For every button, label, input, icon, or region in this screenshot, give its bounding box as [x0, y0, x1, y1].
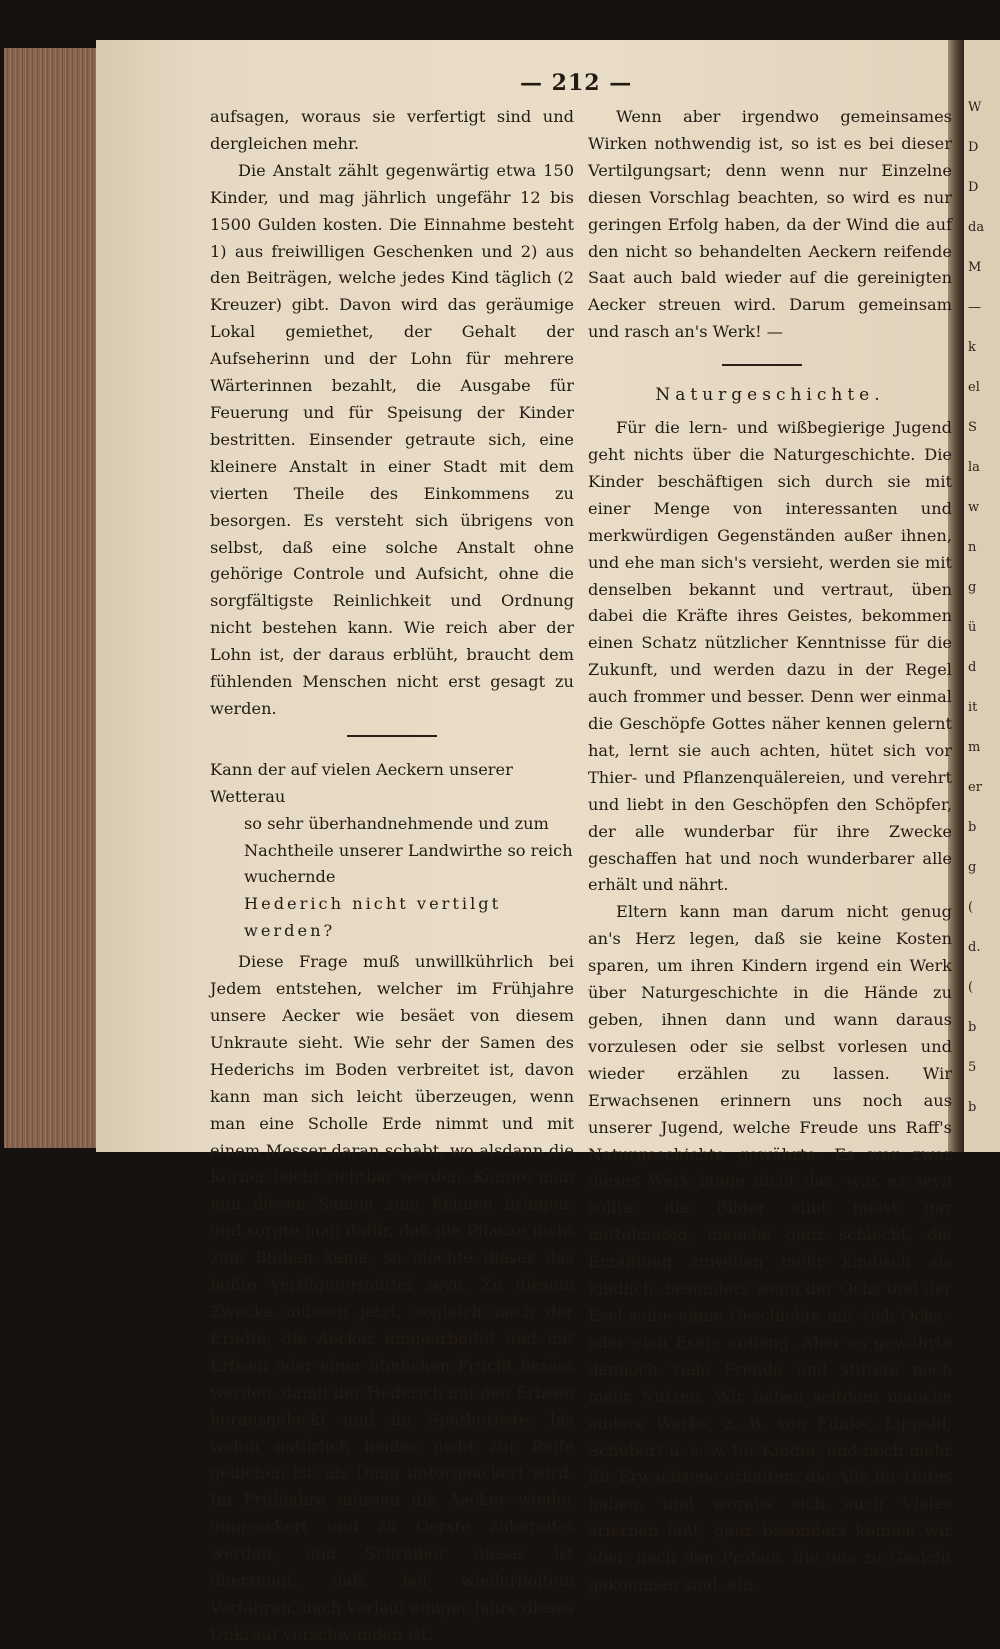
next-page-fragment: b	[968, 820, 977, 835]
next-page-fragment: la	[968, 460, 980, 475]
next-page-fragment: g	[968, 580, 977, 595]
next-page-fragment: ü	[968, 620, 977, 635]
next-page-fragment: w	[968, 500, 980, 515]
right-column	[588, 104, 952, 1599]
next-page-fragment: b	[968, 1020, 977, 1035]
paragraph-continuation: aufsagen, woraus sie verfertigt sind und dergleichen mehr.	[210, 107, 574, 153]
next-page-fragment: D	[968, 180, 979, 195]
next-page-fragment: k	[968, 340, 976, 355]
next-page-fragment: D	[968, 140, 979, 155]
next-page-fragment: m	[968, 740, 981, 755]
next-page-fragment: el	[968, 380, 980, 395]
paragraph-eltern: Eltern kann man darum nicht genug an's Herz legen, daß sie keine Kosten sparen, um ihren Kindern irgend ein Werk über Naturgeschichte in die Hände zu geben, ihnen dann und wann daraus vorzulesen oder sie selbst vorlesen und wieder erzählen zu lassen. Wir Erwachsenen erinnern uns noch aus unserer Jugend, welche Freude uns Raff's Naturgeschichte gewährte. Es war zwar dieses Werk lange nicht das, was es seyn sollte; die Bilder sind meist gar mittelmäßig, manche ganz schlecht, die Erzählung zuweilen mehr kindisch als kindlich, besonders wenn der Ochs und der Esel seine eigne Geschichte mit »ich Ochs« oder »ich Esel« anfieng. Aber es gewährte dennoch viele Freude und stiftete noch mehr Nutzen. Wir haben seitdem manche andere Werke, z. B. von Funke, Lippold, Schubert u. s. w. für Kinder, und noch mehr für Erwachsene erhalten, die Alle ihr Gutes haben, und woraus sich auch Vieles erlernen läßt; ganz besonders können wir aber, nach den Proben, die uns zu Gesicht gekommen sind, ein	[588, 902, 952, 1595]
next-page-fragment: g	[968, 860, 977, 875]
page-number: — 212 —	[520, 70, 633, 96]
page-edges	[4, 48, 98, 1148]
heading-line-1: Kann der auf vielen Aeckern unserer Wetterau	[210, 759, 513, 806]
next-page-fragment: (	[968, 980, 974, 995]
next-page-fragment: er	[968, 780, 982, 795]
left-column	[210, 104, 574, 1649]
heading-line-2: so sehr überhandnehmende und zum Nachtheile unserer Landwirthe so reich wuchernde	[244, 813, 573, 887]
next-page-fragment: —	[968, 300, 981, 315]
heading-line-3: Hederich nicht vertilgt werden?	[244, 894, 502, 941]
next-page-fragment: W	[968, 100, 982, 115]
next-page-fragment: it	[968, 700, 978, 715]
next-page-fragment: n	[968, 540, 977, 555]
next-page-fragment: S	[968, 420, 977, 435]
section-divider	[722, 364, 802, 366]
next-page-fragment: (	[968, 900, 974, 915]
paragraph-frage: Diese Frage muß unwillkührlich bei Jedem entstehen, welcher im Frühjahre unsere Aecker wie besäet von diesem Unkraute sieht. Wie sehr der Samen des Hederichs im Boden verbreitet ist, davon kann man sich leicht überzeugen, wenn man eine Scholle Erde nimmt und mit einem Messer daran schabt, wo alsdann die Körner leicht sichtbar werden. Könnte man nun diesen Samen zum Keimen bringen, und sorgte man dafür, daß die Pflanze nicht zum Blühen käme, so möchte dieses das beßte Vertilgungsmittel seyn. Zu diesem Zwecke müssen jetzt, sogleich nach der Erndte, die Aecker umgearbeitet und mit Erbsen oder einer ähnlichen Frucht besäet werden, damit der Hederich mit den Erbsen herausgelockt und im Spätherbste, bis wohin natürlich beides nicht zur Reife gediehen ist, als Dung untergeackert wird. Im Frühjahre müssen die Aecker wieder umgeackert und zu Gerste zubereitet werden, und Schreiber dieses ist überzeugt, daß, bei wiederholtem Verfahren, nach Verlauf einiger Jahre dieses Unkraut verschwunden ist.	[210, 952, 574, 1644]
next-page-fragment: 5	[968, 1060, 977, 1075]
next-page-fragment: b	[968, 1100, 977, 1115]
next-page-edge	[964, 40, 1000, 1152]
next-page-fragment: M	[968, 260, 982, 275]
next-page-fragment: da	[968, 220, 985, 235]
paragraph-wenn: Wenn aber irgendwo gemeinsames Wirken nothwendig ist, so ist es bei dieser Vertilgungsart; denn wenn nur Einzelne diesen Vorschlag beachten, so wird es nur geringen Erfolg haben, da der Wind die auf den nicht so behandelten Aeckern reifende Saat auch bald wieder auf die gereinigten Aecker streuen wird. Darum gemeinsam und rasch an's Werk! —	[588, 107, 952, 342]
next-page-fragment: d	[968, 660, 977, 675]
section-divider	[347, 735, 437, 737]
paragraph-fuer: Für die lern- und wißbegierige Jugend geht nichts über die Naturgeschichte. Die Kinder beschäftigen sich durch sie mit einer Menge von interessanten und merkwürdigen Gegenständen außer ihnen, und ehe man sich's versieht, werden sie mit denselben bekannt und vertraut, üben dabei die Kräfte ihres Geistes, bekommen einen Schatz nützlicher Kenntnisse für die Zukunft, und werden dazu in der Regel auch frommer und besser. Denn wer einmal die Geschöpfe Gottes näher kennen gelernt hat, lernt sie auch achten, hütet sich vor Thier- und Pflanzenquälereien, und verehrt und liebt in den Geschöpfen den Schöpfer, der alle wunderbar für ihre Zwecke geschaffen hat und noch wunderbarer alle erhält und nährt.	[588, 418, 952, 895]
paragraph-anstalt: Die Anstalt zählt gegenwärtig etwa 150 Kinder, und mag jährlich ungefähr 12 bis 1500 Gulden kosten. Die Einnahme besteht 1) aus freiwilligen Geschenken und 2) aus den Beiträgen, welche jedes Kind täglich (2 Kreuzer) gibt. Davon wird das geräumige Lokal gemiethet, der Gehalt der Aufseherinn und der Lohn für mehrere Wärterinnen bezahlt, die Ausgabe für Feuerung und für Speisung der Kinder bestritten. Einsender getraute sich, eine kleinere Anstalt in einer Stadt mit dem vierten Theile des Einkommens zu besorgen. Es versteht sich übrigens von selbst, daß eine solche Anstalt ohne gehörige Controle und Aufsicht, ohne die sorgfältigste Reinlichkeit und Ordnung nicht bestehen kann. Wie reich aber der Lohn ist, der daraus erblüht, braucht dem fühlenden Menschen nicht erst gesagt zu werden.	[210, 160, 574, 718]
section-title: Naturgeschichte.	[655, 385, 885, 406]
next-page-fragment: d.	[968, 940, 981, 955]
article-heading	[210, 757, 574, 945]
